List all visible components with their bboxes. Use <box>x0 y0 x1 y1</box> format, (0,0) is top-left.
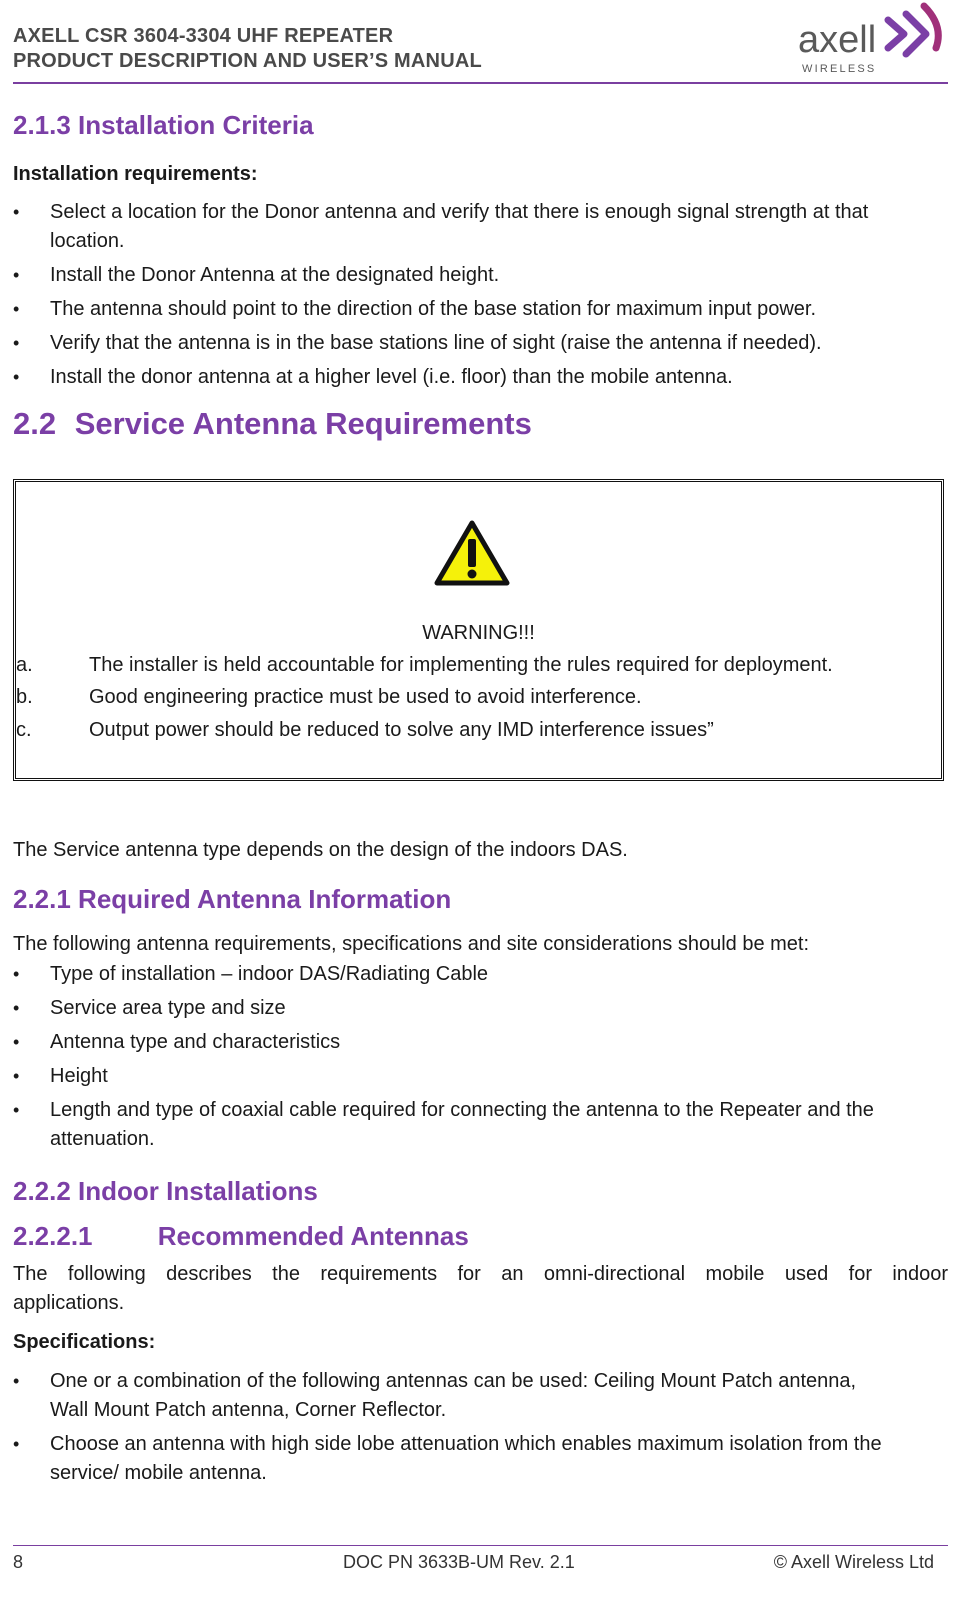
list-item: • One or a combination of the following antennas can be used: Ceiling Mount Patch antenna, Wall Mount Patch antenna, Corner Reflector. <box>13 1367 948 1425</box>
logo-subtext: WIRELESS <box>802 63 877 75</box>
installation-requirements-label: Installation requirements: <box>13 163 258 185</box>
antenna-information-list <box>13 960 948 1154</box>
specifications-label: Specifications: <box>13 1331 156 1353</box>
warning-item-text: The installer is held accountable for implementing the rules required for deployment. <box>89 654 833 676</box>
list-item: • Install the donor antenna at a higher level (i.e. floor) than the mobile antenna. <box>13 363 948 392</box>
document-id: DOC PN 3633B-UM Rev. 2.1 <box>343 1552 575 1572</box>
list-item: • Length and type of coaxial cable required for connecting the antenna to the Repeater and the attenuation. <box>13 1096 948 1154</box>
axell-logo <box>796 2 946 76</box>
list-item: • Type of installation – indoor DAS/Radiating Cable <box>13 960 948 989</box>
section-title: Service Antenna Requirements <box>74 406 532 441</box>
section-title: Recommended Antennas <box>157 1221 469 1251</box>
section-2-2-1-intro: The following antenna requirements, specifications and site considerations should be met: <box>13 933 810 955</box>
logo-text: axell <box>798 19 877 61</box>
section-number: 2.2 <box>13 406 57 441</box>
section-heading-2-2-2-1 <box>13 1221 469 1252</box>
header-title-line2: PRODUCT DESCRIPTION AND USER’S MANUAL <box>13 50 482 72</box>
page-footer <box>13 1545 948 1586</box>
header-title-line1: AXELL CSR 3604-3304 UHF REPEATER <box>13 25 394 47</box>
specifications-list <box>13 1367 948 1488</box>
copyright: © Axell Wireless Ltd <box>773 1552 934 1572</box>
warning-title: WARNING!!! <box>422 622 535 644</box>
list-item: • The antenna should point to the direction of the base station for maximum input power. <box>13 295 948 324</box>
page-number: 8 <box>13 1552 24 1572</box>
warning-box <box>13 479 944 781</box>
section-heading-2-2 <box>13 406 532 442</box>
warning-triangle-icon <box>433 519 511 587</box>
list-item: • Install the Donor Antenna at the designated height. <box>13 261 948 290</box>
list-item: • Choose an antenna with high side lobe attenuation which enables maximum isolation from the service/ mobile antenna. <box>13 1430 948 1488</box>
installation-requirements-list <box>13 198 948 392</box>
page-header <box>13 19 948 84</box>
warning-item-letter: a. <box>16 654 33 676</box>
list-item: • Verify that the antenna is in the base stations line of sight (raise the antenna if needed). <box>13 329 948 358</box>
list-item: • Select a location for the Donor antenna and verify that there is enough signal strength at that location. <box>13 198 948 256</box>
section-heading-2-2-1: 2.2.1 Required Antenna Information <box>13 884 452 914</box>
warning-item-text: Good engineering practice must be used to avoid interference. <box>89 686 642 708</box>
list-item: • Antenna type and characteristics <box>13 1028 948 1057</box>
warning-item-letter: c. <box>16 719 32 741</box>
section-heading-2-1-3: 2.1.3 Installation Criteria <box>13 110 314 140</box>
warning-item-text: Output power should be reduced to solve any IMD interference issues” <box>89 719 714 741</box>
section-number: 2.2.2.1 <box>13 1221 93 1251</box>
list-item: • Service area type and size <box>13 994 948 1023</box>
service-antenna-paragraph: The Service antenna type depends on the design of the indoors DAS. <box>13 839 628 861</box>
section-heading-2-2-2: 2.2.2 Indoor Installations <box>13 1176 318 1206</box>
warning-item-letter: b. <box>16 686 33 708</box>
section-2-2-2-1-intro: The following describes the requirements for an omni-directional mobile used for indoor applications. <box>13 1263 948 1314</box>
list-item: • Height <box>13 1062 948 1091</box>
